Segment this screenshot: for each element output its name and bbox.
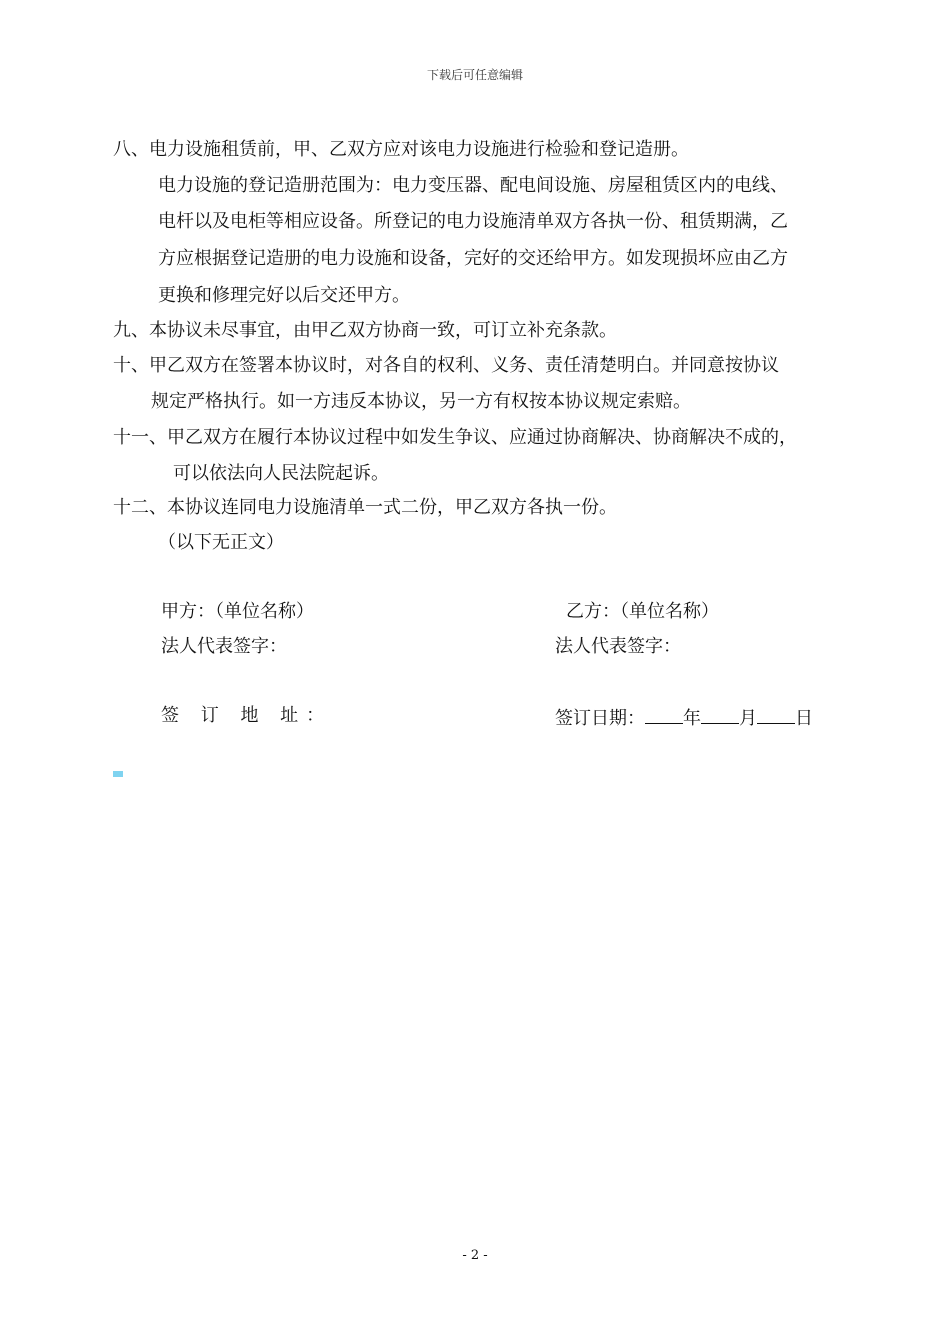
clause-11-line-2: 可以依法向人民法院起诉。 <box>173 463 389 484</box>
cursor-marker <box>113 771 123 777</box>
day-label: 日 <box>795 708 813 729</box>
party-b-representative: 法人代表签字： <box>555 636 681 657</box>
year-label: 年 <box>683 708 701 729</box>
year-blank <box>645 705 683 724</box>
clause-8-line-4: 方应根据登记造册的电力设施和设备，完好的交还给甲方。如发现损坏应由乙方 <box>158 248 788 269</box>
clause-10-line-2: 规定严格执行。如一方违反本协议，另一方有权按本协议规定索赔。 <box>151 391 691 412</box>
clause-10: 十、甲乙双方在签署本协议时，对各自的权利、义务、责任清楚明白。并同意按协议 <box>113 355 779 376</box>
signing-date-label: 签订日期： <box>555 708 645 729</box>
clause-9: 九、本协议未尽事宜，由甲乙双方协商一致，可订立补充条款。 <box>113 320 617 341</box>
party-a-label: 甲方：（单位名称） <box>161 601 314 622</box>
clause-8: 八、电力设施租赁前，甲、乙双方应对该电力设施进行检验和登记造册。 <box>113 139 689 160</box>
party-a-representative: 法人代表签字： <box>161 636 287 657</box>
month-label: 月 <box>739 708 757 729</box>
day-blank <box>757 705 795 724</box>
clause-12: 十二、本协议连同电力设施清单一式二份，甲乙双方各执一份。 <box>113 497 617 518</box>
clause-8-line-2: 电力设施的登记造册范围为：电力变压器、配电间设施、房屋租赁区内的电线、 <box>158 175 788 196</box>
party-b-label: 乙方：（单位名称） <box>566 601 719 622</box>
signing-date <box>555 705 813 730</box>
month-blank <box>701 705 739 724</box>
signing-address-label: 签 订 地 址： <box>161 705 333 726</box>
clause-8-line-3: 电杆以及电柜等相应设备。所登记的电力设施清单双方各执一份、租赁期满，乙 <box>158 211 788 232</box>
no-further-text: （以下无正文） <box>158 532 284 553</box>
page-header: 下载后可任意编辑 <box>426 68 523 82</box>
clause-11: 十一、甲乙双方在履行本协议过程中如发生争议、应通过协商解决、协商解决不成的， <box>113 427 797 448</box>
clause-8-line-5: 更换和修理完好以后交还甲方。 <box>158 285 410 306</box>
page-number: - 2 - <box>462 1248 488 1263</box>
